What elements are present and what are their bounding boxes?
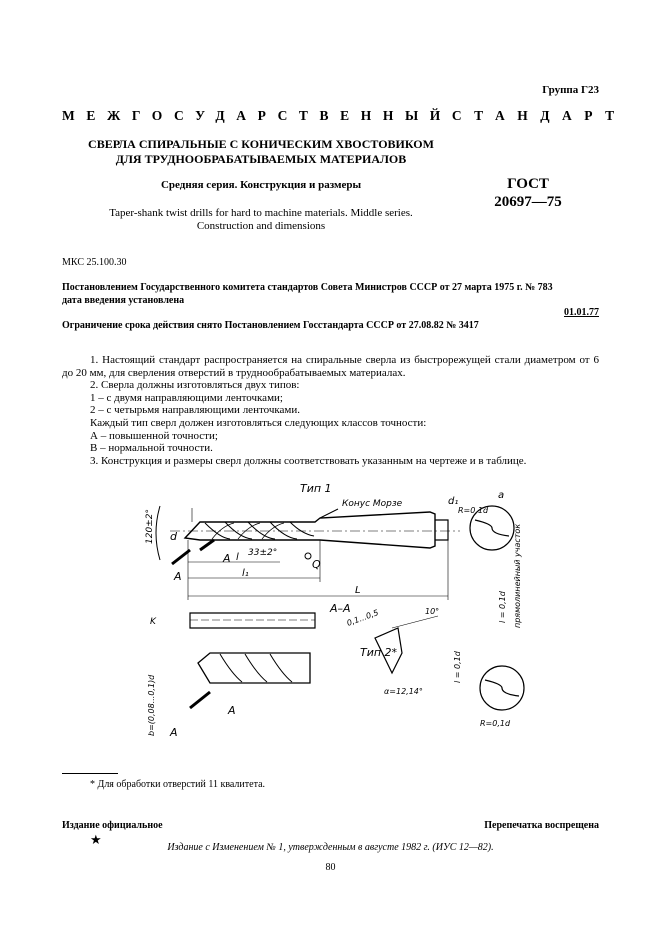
type2-land-view	[190, 613, 315, 628]
star-icon: ★	[90, 832, 102, 847]
section-label-a4: A	[228, 704, 236, 717]
banner-left: МЕЖГОСУДАРСТВЕННЫЙ	[62, 108, 452, 123]
body-paragraph: 1. Настоящий стандарт распространяется на спиральные сверла из быстрорежущей стали диаметром от 6 до 20 мм, для сверления отверстий в труднообрабатываемых материалах.	[62, 354, 599, 379]
body-paragraph: 2 – с четырьмя направляющими ленточками.	[90, 404, 301, 417]
mks-code: МКС 25.100.30	[62, 257, 127, 268]
edition-label: Издание официальное	[62, 820, 163, 831]
standard-banner	[62, 108, 627, 124]
gost-number-block	[488, 175, 568, 211]
type1-label: Тип 1	[300, 482, 332, 495]
body-text	[62, 354, 599, 467]
reprint-label: Перепечатка воспрещена	[484, 820, 599, 831]
decree-line-2: дата введения установлена	[62, 295, 185, 306]
radius2-label: R=0,1d	[480, 719, 511, 728]
q-label: Q	[312, 558, 321, 571]
land-label: l = 0,1d	[498, 591, 507, 623]
dim-big-l-label: L	[355, 585, 361, 596]
body-paragraph: Каждый тип сверл должен изготовляться следующих классов точности:	[90, 416, 427, 429]
body-paragraph: В – нормальной точности.	[90, 442, 213, 455]
gost-number: 20697—75	[494, 194, 562, 210]
helix-angle-label: 33±2°	[248, 548, 278, 558]
section-marker-a	[172, 550, 190, 564]
drill-flutes	[205, 522, 314, 539]
page-number: 80	[325, 862, 336, 873]
type2-flutes	[220, 654, 292, 682]
group-code: Группа Г23	[542, 84, 599, 96]
english-title-line-2: Construction and dimensions	[196, 220, 326, 232]
english-title-line-1: Taper-shank twist drills for hard to machine materials. Middle series.	[109, 207, 413, 219]
point-angle-label: 120±2°	[145, 509, 155, 544]
document-subtitle: Средняя серия. Конструкция и размеры	[160, 179, 362, 191]
range-label: 0,1...0,5	[345, 608, 380, 628]
alpha-angle-label: α=12,14°	[384, 687, 423, 696]
radius-label: R=0,1d	[458, 506, 489, 515]
diameter-label: d	[170, 530, 177, 543]
land2-label: l = 0,1d	[453, 651, 462, 683]
section-marker-a3	[190, 692, 210, 708]
drill-body-outline	[185, 512, 435, 548]
straight-label: прямолинейный участок	[513, 523, 522, 628]
section-title: A–A	[330, 602, 351, 615]
effective-date: 01.01.77	[564, 307, 599, 318]
b-label: b=(0,08...0,1)d	[147, 674, 156, 736]
amendment-note: Издание с Изменением № 1, утвержденным в августе 1982 г. (ИУС 12—82).	[167, 842, 494, 853]
angle-10-label: 10°	[425, 607, 440, 616]
limit-removed-text: Ограничение срока действия снято Постановлением Госстандарта СССР от 27.08.82 № 3417	[62, 320, 479, 331]
type2-label: Тип 2*	[360, 646, 398, 659]
body-paragraph: 2. Сверла должны изготовляться двух типов:	[90, 379, 300, 392]
footnote: * Для обработки отверстий 11 квалитета.	[90, 779, 266, 790]
k-label: K	[150, 617, 156, 627]
body-paragraph: 3. Конструкция и размеры сверл должны соответствовать указанным на чертеже и в таблице.	[90, 454, 527, 467]
morse-label: Конус Морзе	[342, 499, 403, 509]
q-marker	[305, 553, 311, 559]
end-view-2-web	[485, 680, 519, 696]
body-paragraph: 1 – с двумя направляющими ленточками;	[90, 391, 283, 404]
section-label-a: A	[174, 570, 182, 583]
banner-right: СТАНДАРТ	[451, 108, 627, 123]
section-label-a2: A	[223, 552, 231, 565]
decree-line-1: Постановлением Государственного комитета стандартов Совета Министров СССР от 27 марта 1975 г. № 783	[62, 282, 553, 293]
decree-text	[62, 281, 599, 307]
title-line-1: СВЕРЛА СПИРАЛЬНЫЕ С КОНИЧЕСКИМ ХВОСТОВИКОМ	[88, 137, 434, 151]
end-view-1-web	[475, 520, 509, 536]
alpha-label: a	[498, 490, 505, 501]
title-line-2: ДЛЯ ТРУДНООБРАБАТЫВАЕМЫХ МАТЕРИАЛОВ	[115, 152, 407, 166]
dim-l1-label: l₁	[242, 568, 249, 579]
dim-ext	[392, 616, 438, 628]
document-title	[62, 137, 460, 167]
english-title	[62, 207, 460, 233]
section-label-a3: A	[170, 726, 178, 739]
body-paragraph: А – повышенной точности;	[90, 429, 218, 442]
section-marker-a2	[200, 540, 214, 550]
point-angle-arc	[156, 506, 160, 560]
drill-drawing	[130, 478, 610, 758]
d1-label: d₁	[448, 496, 459, 507]
footnote-separator	[62, 773, 118, 774]
gost-label: ГОСТ	[507, 176, 549, 192]
dim-l-label: l	[236, 552, 239, 563]
drill-tang	[435, 520, 448, 540]
